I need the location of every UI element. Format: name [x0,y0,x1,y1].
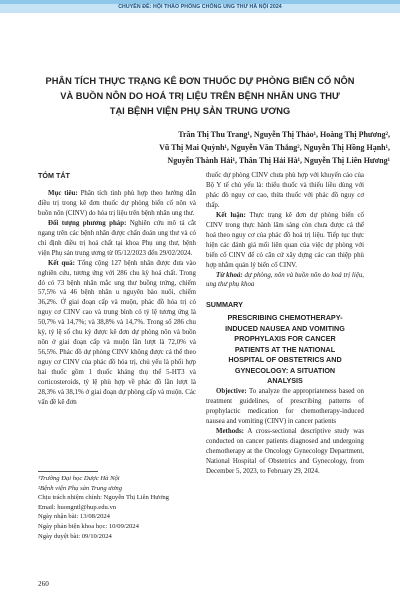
article-title [30,74,370,119]
title-line: VÀ BUỒN NÔN DO HOÁ TRỊ LIỆU TRÊN BỆNH NHÂN UNG THƯ [60,91,340,101]
affiliation-1: ¹Trường Đại học Dược Hà Nội [38,475,120,482]
author-line: Vũ Thị Mai Quỳnh¹, Nguyễn Văn Thắng², Nguyễn Thị Hồng Hạnh¹, [159,143,390,152]
footnote-divider [38,471,98,472]
objective-text: Phân tích tình phù hợp theo hướng dẫn điều trị trong kê đơn thuốc dự phòng biến cố nôn và buồn nôn (CINV) do hóa trị liệu trên bệnh nhân ung thư. [38,189,197,217]
abstract-heading: TÓM TẮT [38,171,70,180]
left-column [38,171,196,408]
results-label: Kết quả: [48,259,75,267]
affiliation-2: ²Bệnh viện Phụ sản Trung ương [38,484,122,492]
keywords-text: dự phòng, nôn và buồn nôn do hoá trị liệu, ung thư phụ khoa [206,271,364,289]
page-number: 260 [38,580,49,588]
author-line: Trần Thị Thu Trang¹, Nguyễn Thị Thảo¹, Hoàng Thị Phương², [178,130,390,139]
methods-label: Đối tượng phương pháp: [48,219,127,227]
right-column [206,171,364,476]
abstract-objective [38,189,196,219]
journal-header-text: CHUYÊN ĐỀ: HỘI THẢO PHÒNG CHỐNG UNG THƯ HÀ NỘI 2024 [118,4,282,10]
english-title [206,313,364,387]
abstract-methods [38,219,196,259]
summary-objective [206,387,364,427]
abstract-conclusion [206,211,364,271]
journal-header-bar [0,0,400,13]
corresponding-author: Chịu trách nhiệm chính: Nguyễn Thị Liên Hương [38,494,169,502]
title-line: PHÂN TÍCH THỰC TRẠNG KÊ ĐƠN THUỐC DỰ PHÒNG BIẾN CỐ NÔN [45,76,355,86]
title-line: TẠI BỆNH VIỆN PHỤ SẢN TRUNG ƯƠNG [109,106,291,116]
footnotes [38,474,208,541]
en-objective-label: Objective: [216,387,247,395]
english-title-line: HOSPITAL OF OBSTETRICS AND [228,355,342,365]
english-title-line: INDUCED NAUSEA AND VOMITING [225,323,345,333]
results-text: Tổng cộng 127 bệnh nhân được đưa vào nghiên cứu, tương ứng với 286 chu kỳ hoá chất. Trong đó có 73 bệnh nhân mắc ung thư buồng trứng, chiếm 57,5% và 46 bệnh nhân u nguyên bào nuôi, chiếm 36,2%. Ở giai đoạn cấp và muộn, phác đồ hóa trị có nguy cơ CINV cao và trung bình có tỷ lệ tương ứng là 50,7% và 14,7%; và 38,8% và 14,7%. Trong số 286 chu kỳ, tỷ lệ số chu kỳ được kê đơn dự phòng nôn và buồn nôn ở giai đoạn cấp và muộn lần lượt là 72,0% và 56,5%. Phác đồ dự phòng CINV không được cá thể theo nguy cơ CINV của phác đồ hóa trị, chủ yếu là phối hợp hai thuốc gồm 1 thuốc kháng thụ thể 5-HT3 và corticosteroids, tỷ lệ phù hợp về phác đồ lần lượt là 28,3% và 38,1% ở giai đoạn dự phòng cấp và muộn. Các vấn đề kê đơn [38,259,197,406]
summary-methods [206,427,364,477]
abstract-keywords [206,271,364,291]
conclusion-label: Kết luận: [216,211,246,219]
results-continuation: thuốc dự phòng CINV chưa phù hợp với khuyến cáo của Bộ Y tế chủ yếu là: thiếu thuốc và thiếu liều dùng với phác đồ nguy cơ cao, thừa thuốc với phác đồ nguy cơ thấp. [206,172,364,209]
objective-label: Mục tiêu: [48,189,78,197]
english-title-line: PRESCRIBING CHEMOTHERAPY- [227,313,343,323]
author-line: Nguyễn Thành Hải¹, Thân Thị Hải Hà¹, Nguyễn Thị Liên Hương¹ [167,156,390,165]
en-methods-label: Methods: [216,427,244,435]
summary-heading: SUMMARY [206,300,243,310]
keywords-label: Từ khoá: [216,271,243,279]
date-received: Ngày nhận bài: 13/08/2024 [38,513,110,521]
en-methods-text: A cross-sectional descriptive study was conducted on cancer patients diagnosed and undergoing chemotherapy at the Oncology Gynecology Department, National Hospital of Obstetrics and Gynecology, from December 5, 2023, to February 29, 2024. [206,427,364,475]
english-title-line: PROPHYLAXIS FOR CANCER [234,334,336,344]
english-title-line: PATIENTS AT THE NATIONAL [234,344,336,354]
date-accepted: Ngày duyệt bài: 09/10/2024 [38,532,112,540]
english-title-line: GYNECOLOGY: A SITUATION [234,365,336,375]
conclusion-text: Thực trạng kê đơn dự phòng biến cố CINV trong thực hành lâm sàng còn chưa được cá thể hoá theo nguy cơ của phác đồ hoá trị liệu. Tiếp tục thực hiện các đánh giá mối liên quan của việc dự phòng với biến cố CINV để có căn cứ xây dựng các can thiệp phù hợp nhằm quản lý biến cố CINV. [206,211,364,269]
english-title-line: ANALYSIS [267,376,303,386]
en-objective-text: To analyze the appropriateness based on treatment guidelines, of prescribing patterns of prophylactic medication for chemotherapy-induced nausea and vomiting (CINV) in cancer patients [206,387,364,425]
author-list [60,128,390,167]
author-email: Email: huongntl@hup.edu.vn [38,503,117,511]
date-reviewed: Ngày phản biện khoa học: 10/09/2024 [38,522,139,530]
abstract-results [38,259,196,408]
methods-text: Nghiên cứu mô tả cắt ngang trên các bệnh nhân được chẩn đoán ung thư và có chỉ định điều trị hoá chất tại khoa Phụ ung thư, bệnh viện Phụ sản trung ương từ 05/12/2023 đến 29/02/2024. [38,219,197,257]
